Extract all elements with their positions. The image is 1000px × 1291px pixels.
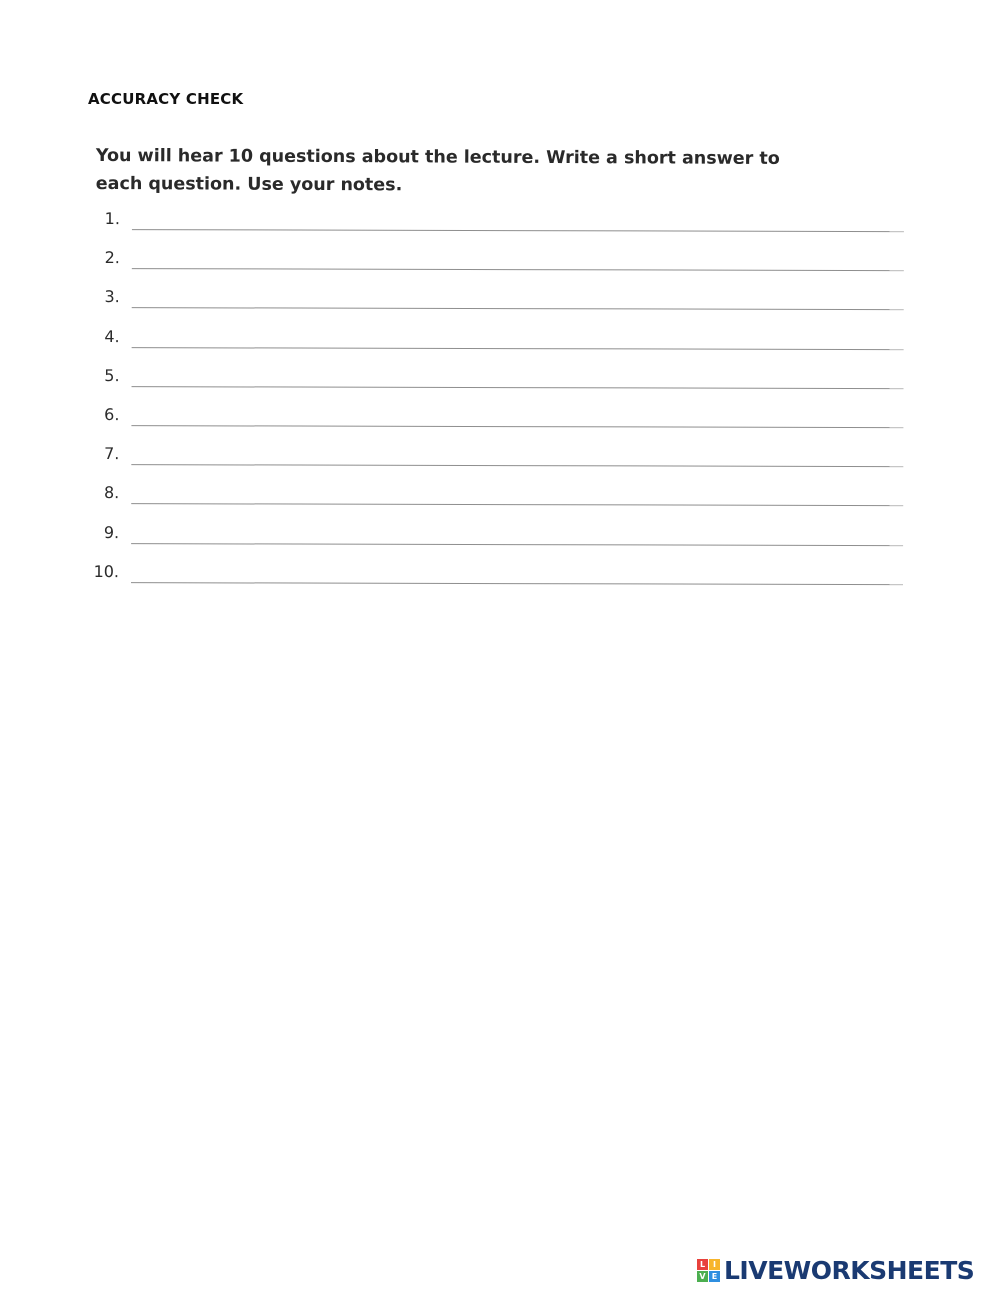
question-number: 8. — [103, 483, 120, 503]
answer-row — [87, 440, 907, 481]
answer-list — [87, 205, 908, 599]
logo-letter-tile: I — [709, 1259, 720, 1270]
question-number: 9. — [103, 522, 120, 542]
answer-input-1[interactable] — [132, 229, 904, 232]
question-number: 7. — [104, 444, 120, 464]
question-number: 5. — [104, 365, 120, 385]
answer-row — [87, 558, 907, 599]
page-title: ACCURACY CHECK — [88, 90, 244, 108]
answer-input-2[interactable] — [132, 268, 904, 271]
answer-row — [88, 244, 908, 285]
liveworksheets-logo — [697, 1255, 974, 1285]
question-number: 10. — [93, 561, 120, 581]
question-number: 4. — [104, 326, 120, 346]
brand-wordmark: LIVEWORKSHEETS — [724, 1255, 975, 1285]
question-number: 3. — [104, 287, 120, 307]
liveworksheets-logo-icon — [697, 1259, 720, 1282]
answer-input-5[interactable] — [132, 386, 904, 389]
logo-letter-tile: V — [697, 1271, 708, 1282]
answer-input-7[interactable] — [131, 464, 903, 467]
logo-letter-tile: L — [697, 1259, 708, 1270]
answer-input-3[interactable] — [132, 307, 904, 310]
question-number: 2. — [104, 248, 120, 268]
logo-letter-tile: E — [709, 1271, 720, 1282]
answer-row — [87, 518, 907, 559]
answer-input-9[interactable] — [131, 543, 903, 546]
answer-input-4[interactable] — [132, 347, 904, 350]
question-number: 6. — [104, 404, 120, 425]
answer-row — [87, 401, 907, 442]
answer-row — [88, 205, 908, 246]
question-number: 1. — [104, 209, 120, 229]
answer-input-6[interactable] — [131, 425, 903, 428]
answer-row — [87, 362, 907, 403]
answer-row — [88, 283, 908, 324]
answer-row — [87, 479, 907, 520]
answer-input-8[interactable] — [131, 503, 903, 506]
answer-input-10[interactable] — [131, 582, 903, 585]
answer-row — [88, 323, 908, 364]
instructions-text: You will hear 10 questions about the lecture. Write a short answer to each question. Use your notes. — [95, 145, 780, 196]
